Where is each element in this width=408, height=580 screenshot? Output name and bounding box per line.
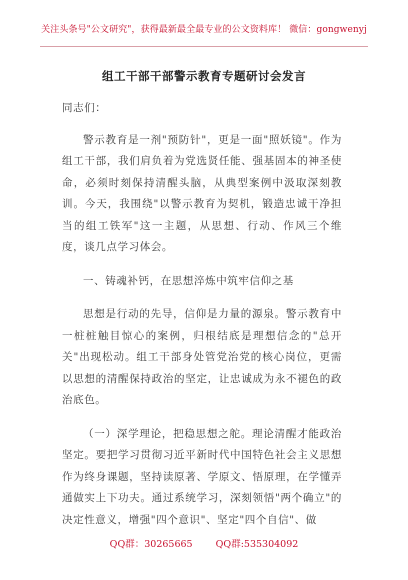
body-paragraph: （一）深学理论，把稳思想之舵。理论清醒才能政治坚定。要把学习贯彻习近平新时代中国特色社会主义思想作为终身课题，坚持读原著、学原文、悟原理，在学懂弄通做实上下功夫。通过系统学习，深刻领悟"两个确立"的决定性意义，增强"四个意识"、坚定"四个自信"、做 bbox=[62, 427, 342, 526]
greeting: 同志们： bbox=[62, 102, 107, 114]
footer bbox=[0, 536, 408, 550]
footer-qq-group-1: QQ群：30265665 bbox=[109, 539, 193, 550]
body-paragraph: 警示教育是一剂"预防针"，更是一面"照妖镜"。作为组工干部，我们肩负着为党选贤任能、强基固本的神圣使命，必须时刻保持清醒头脑，从典型案例中汲取深刻教训。今天，我围绕"以警示教育为契机，锻造忠诚干净担当的组工铁军"这一主题，从思想、行动、作风三个维度，谈几点学习体会。 bbox=[62, 133, 342, 253]
section-heading: 一、铸魂补钙，在思想淬炼中筑牢信仰之基 bbox=[83, 274, 294, 287]
header-banner: 关注头条号"公文研究"，获得最新最全最专业的公文资料库！ 微信：gongwenyj bbox=[41, 25, 367, 35]
document-title: 组工干部干部警示教育专题研讨会发言 bbox=[102, 69, 306, 83]
header-divider bbox=[40, 46, 368, 47]
document-body bbox=[62, 98, 342, 543]
body-paragraph: 思想是行动的先导，信仰是力量的源泉。警示教育中一桩桩触目惊心的案例，归根结底是理想信念的"总开关"出现松动。组工干部身处管党治党的核心岗位，更需以思想的清醒保持政治的坚定，让忠诚成为永不褪色的政治底色。 bbox=[62, 308, 342, 406]
footer-qq-group-2: QQ群:535304092 bbox=[215, 539, 299, 550]
